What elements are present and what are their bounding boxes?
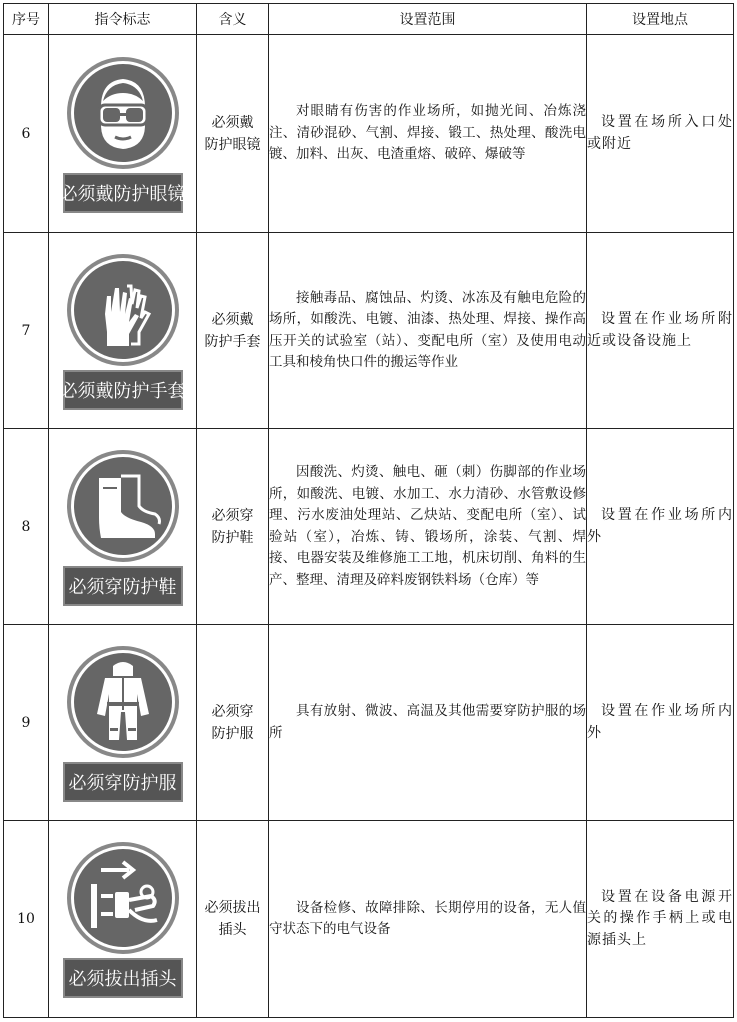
boots-icon (65, 448, 181, 564)
meaning-text: 必须穿 防护服 (211, 703, 254, 742)
header-sign: 指令标志 (49, 4, 197, 35)
header-place: 设置地点 (587, 4, 734, 35)
instruction-sign (59, 55, 186, 213)
meaning-cell (197, 35, 269, 233)
meaning-text: 必须戴 防护眼镜 (204, 114, 261, 153)
table-row (4, 625, 734, 821)
meaning-text: 必须穿 防护鞋 (211, 507, 254, 546)
sign-caption: 必须穿防护鞋 (63, 566, 183, 606)
gloves-icon (65, 252, 181, 368)
table-row (4, 429, 734, 625)
place-cell (587, 35, 734, 233)
instruction-sign (63, 644, 183, 802)
sign-cell (49, 821, 197, 1018)
header-scope: 设置范围 (269, 4, 587, 35)
scope-cell (269, 625, 587, 821)
row-number: 9 (4, 625, 49, 821)
row-number: 10 (4, 821, 49, 1018)
meaning-cell (197, 625, 269, 821)
scope-cell (269, 429, 587, 625)
meaning-cell (197, 821, 269, 1018)
table-row (4, 821, 734, 1018)
scope-text: 设备检修、故障排除、长期停用的设备，无人值守状态下的电气设备 (269, 899, 586, 937)
scope-text: 对眼睛有伤害的作业场所，如抛光间、冶炼浇注、清砂混砂、气割、焊接、锻工、热处理、酸洗电镀、加料、出灰、电渣重熔、破碎、爆破等 (269, 103, 586, 163)
scope-cell (269, 35, 587, 233)
row-number: 7 (4, 233, 49, 429)
sign-caption: 必须戴防护手套 (63, 370, 183, 410)
meaning-text: 必须戴 防护手套 (204, 311, 261, 350)
header-number: 序号 (4, 4, 49, 35)
place-text: 设置在设备电源开关的操作手柄上或电源插头上 (587, 888, 733, 948)
sign-cell (49, 625, 197, 821)
scope-text: 接触毒品、腐蚀品、灼烫、冰冻及有触电危险的场所，如酸洗、电镀、油漆、热处理、焊接、操作高压开关的试验室（站）、变配电所（室）及使用电动工具和棱角快口件的搬运等作业 (269, 289, 586, 370)
table-row (4, 35, 734, 233)
table-header-row (4, 4, 734, 35)
instruction-signs-table (3, 3, 734, 1018)
row-number: 8 (4, 429, 49, 625)
instruction-sign (63, 840, 183, 998)
place-text: 设置在作业场所内外 (587, 703, 733, 741)
sign-cell (49, 233, 197, 429)
place-text: 设置在场所入口处或附近 (587, 114, 733, 152)
sign-cell (49, 429, 197, 625)
header-meaning: 含义 (197, 4, 269, 35)
place-cell (587, 233, 734, 429)
scope-text: 因酸洗、灼烫、触电、砸（刺）伤脚部的作业场所，如酸洗、电镀、水加工、水力清砂、水管敷设修理、污水废油处理站、乙炔站、变配电所（室）、试验站（室），冶炼、铸、锻场所，涂装、气割、焊接、电器安装及维修施工工地，机床切削、角料的生产、整理、清理及碎料废钢铁料场（仓库）等 (269, 464, 586, 588)
table-row (4, 233, 734, 429)
sign-caption: 必须穿防护服 (63, 762, 183, 802)
unplug-icon (65, 840, 181, 956)
goggles-icon (65, 55, 181, 171)
meaning-cell (197, 429, 269, 625)
sign-caption: 必须拔出插头 (63, 958, 183, 998)
instruction-sign (63, 448, 183, 606)
scope-text: 具有放射、微波、高温及其他需要穿防护服的场所 (269, 703, 586, 741)
meaning-text: 必须拔出 插头 (204, 900, 261, 938)
scope-cell (269, 233, 587, 429)
place-text: 设置在作业场所内外 (587, 507, 733, 545)
protective-suit-icon (65, 644, 181, 760)
meaning-cell (197, 233, 269, 429)
row-number: 6 (4, 35, 49, 233)
place-cell (587, 625, 734, 821)
scope-cell (269, 821, 587, 1018)
place-text: 设置在作业场所附近或设备设施上 (587, 311, 733, 349)
sign-caption: 必须戴防护眼镜 (63, 173, 183, 213)
sign-cell (49, 35, 197, 233)
place-cell (587, 429, 734, 625)
instruction-sign (59, 252, 186, 410)
place-cell (587, 821, 734, 1018)
